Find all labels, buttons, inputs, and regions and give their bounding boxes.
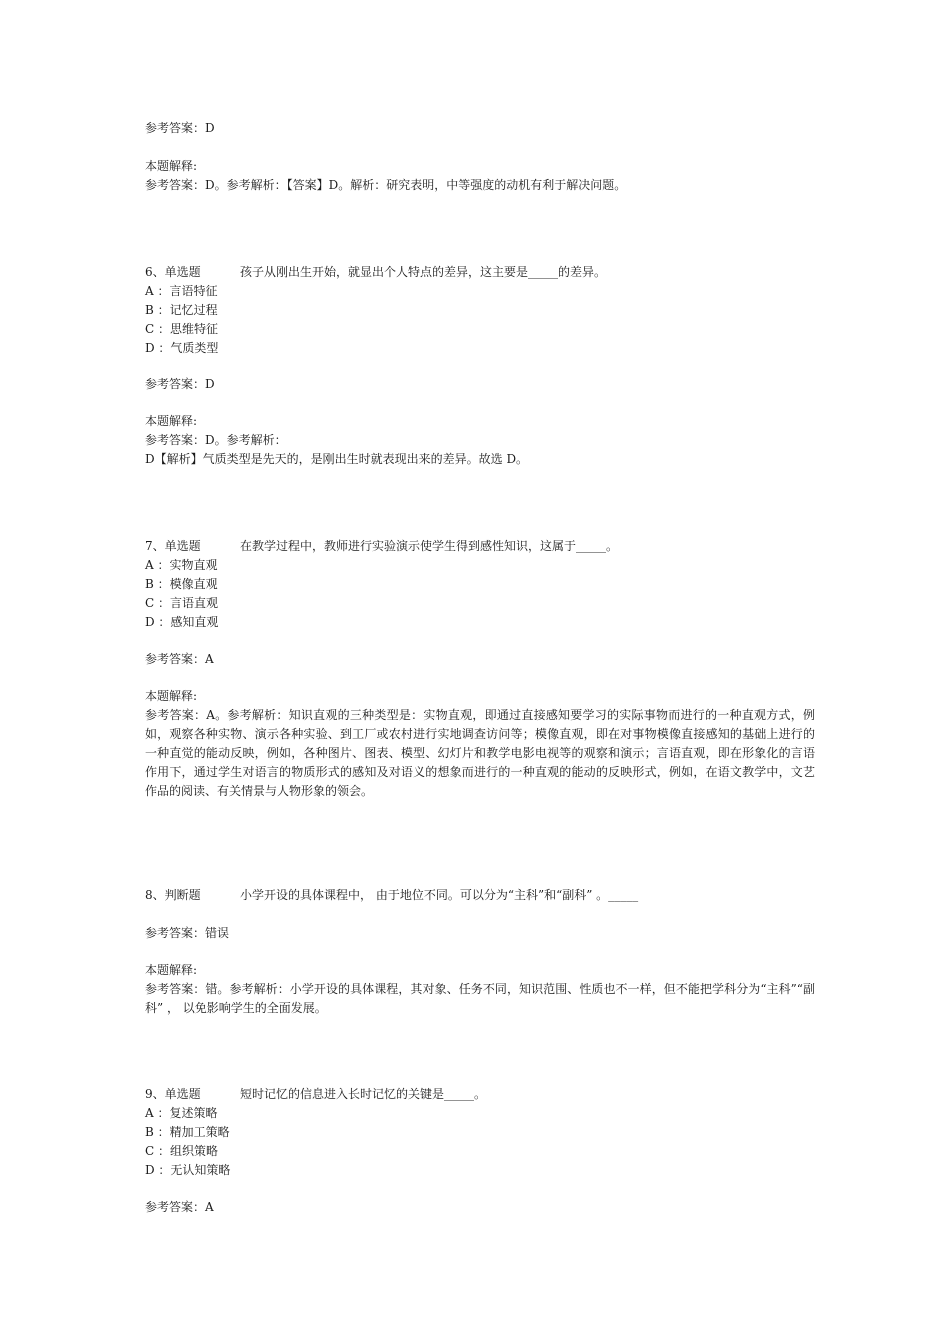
option-b: B ：精加工策略: [145, 1125, 230, 1139]
answer: 参考答案：A: [145, 652, 214, 666]
question-type: 7、单选题: [145, 539, 201, 553]
option-d: D ：感知直观: [145, 615, 219, 629]
option-c: C ：言语直观: [145, 596, 218, 610]
q6-explanation: [145, 412, 815, 469]
question-header: [145, 263, 815, 282]
question-header: [145, 886, 815, 905]
answer: 参考答案：D: [145, 377, 215, 391]
option-a: A ：复述策略: [145, 1106, 218, 1120]
q5-tail: [145, 119, 815, 138]
option-a: A ：实物直观: [145, 558, 218, 572]
q8-answer: [145, 924, 815, 943]
explain-line: 参考答案：D。参考解析：: [145, 433, 287, 447]
q7-answer: [145, 650, 815, 669]
question-type: 9、单选题: [145, 1087, 201, 1101]
option-c: C ：思维特征: [145, 322, 218, 336]
option-d: D ：无认知策略: [145, 1163, 231, 1177]
explain-line: D【解析】气质类型是先天的，是刚出生时就表现出来的差异。故选 D。: [145, 452, 529, 466]
question-stem: 短时记忆的信息进入长时记忆的关键是_____。: [240, 1087, 487, 1101]
question-stem: 孩子从刚出生开始，就显出个人特点的差异，这主要是_____的差异。: [240, 265, 607, 279]
explain-text: 参考答案：A。参考解析：知识直观的三种类型是：实物直观，即通过直接感知要学习的实际事物而进行的一种直观方式，例如，观察各种实物、演示各种实验、到工厂或农村进行实地调查访问等；模像直观，即在对事物模像直接感知的基础上进行的一种直觉的能动反映，例如，各种图片、图表、模型、幻灯片和教学电影电视等的观察和演示；言语直观，即在形象化的言语作用下，通过学生对语言的物质形式的感知及对语义的想象而进行的一种直观的能动的反映形式，例如，在语文教学中，文艺作品的阅读、有关情景与人物形象的领会。: [145, 708, 815, 798]
question-9: [145, 1085, 815, 1180]
q8-explanation: [145, 961, 815, 1018]
q9-answer: [145, 1198, 815, 1217]
option-a: A ：言语特征: [145, 284, 218, 298]
question-stem: 小学开设的具体课程中， 由于地位不同。可以分为“主科”和“副科” 。_____: [240, 888, 639, 902]
option-b: B ：记忆过程: [145, 303, 218, 317]
question-6: [145, 263, 815, 358]
answer: 参考答案：错误: [145, 926, 230, 940]
explain-text: 参考答案：错。参考解析：小学开设的具体课程，其对象、任务不同，知识范围、性质也不一样，但不能把学科分为“主科”“副科” ， 以免影响学生的全面发展。: [145, 982, 815, 1015]
question-header: [145, 1085, 815, 1104]
explain-label: 本题解释:: [145, 689, 198, 703]
question-stem: 在教学过程中，教师进行实验演示使学生得到感性知识，这属于_____。: [240, 539, 619, 553]
answer: 参考答案：D: [145, 121, 215, 135]
question-type: 8、判断题: [145, 888, 201, 902]
question-type: 6、单选题: [145, 265, 201, 279]
explain-label: 本题解释:: [145, 414, 198, 428]
answer: 参考答案：A: [145, 1200, 214, 1214]
explain-label: 本题解释:: [145, 159, 198, 173]
explain-line: 参考答案：D。参考解析：【答案】D。解析：研究表明，中等强度的动机有利于解决问题。: [145, 178, 627, 192]
q6-answer: [145, 375, 815, 394]
explain-label: 本题解释:: [145, 963, 198, 977]
option-c: C ：组织策略: [145, 1144, 218, 1158]
question-8: [145, 886, 815, 905]
question-header: [145, 537, 815, 556]
q7-explanation: [145, 687, 815, 801]
q5-explanation: [145, 157, 815, 195]
option-d: D ：气质类型: [145, 341, 219, 355]
option-b: B ：模像直观: [145, 577, 218, 591]
question-7: [145, 537, 815, 632]
